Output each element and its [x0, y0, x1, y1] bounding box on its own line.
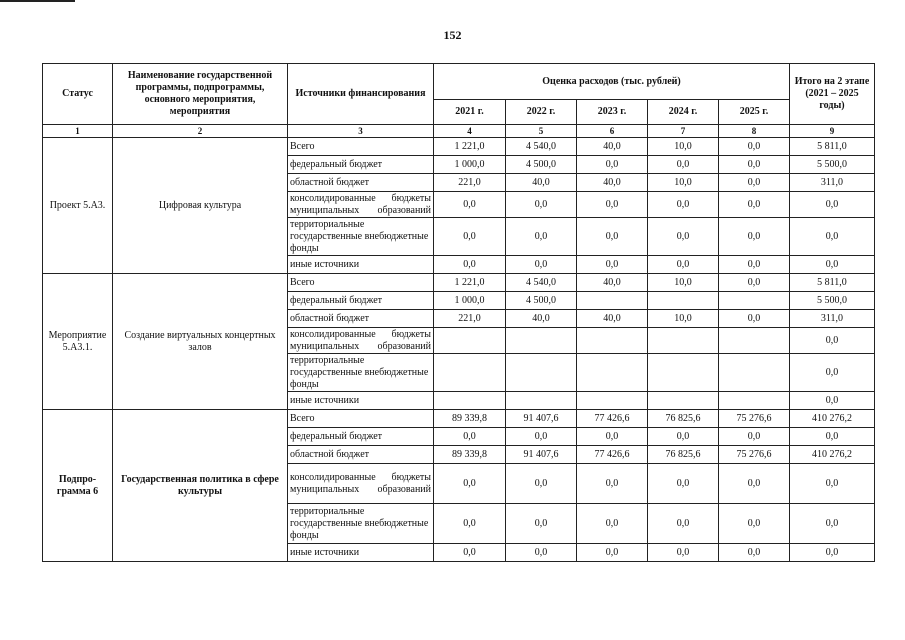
- table-row: [43, 410, 875, 428]
- top-rule: [0, 0, 75, 2]
- year-value: 75 276,6: [719, 446, 790, 464]
- budget-table: [42, 63, 875, 562]
- row-status: Подпро-грамма 6: [43, 410, 113, 562]
- year-value: 40,0: [577, 274, 648, 292]
- year-value: 0,0: [434, 544, 506, 562]
- year-value: 40,0: [577, 138, 648, 156]
- year-value: 0,0: [506, 464, 577, 504]
- year-value: 221,0: [434, 310, 506, 328]
- header-status: Статус: [43, 64, 113, 125]
- funding-source: иные источники: [288, 544, 434, 562]
- year-value: 91 407,6: [506, 446, 577, 464]
- year-value: [648, 392, 719, 410]
- header-year: 2023 г.: [577, 100, 648, 125]
- funding-source: консолидированные бюджеты муниципальных образований: [288, 464, 434, 504]
- year-value: 40,0: [506, 310, 577, 328]
- column-number: 2: [113, 125, 288, 138]
- header-year: 2025 г.: [719, 100, 790, 125]
- year-value: 91 407,6: [506, 410, 577, 428]
- total-value: 410 276,2: [790, 446, 875, 464]
- year-value: 0,0: [577, 464, 648, 504]
- year-value: 0,0: [434, 504, 506, 544]
- year-value: [648, 292, 719, 310]
- year-value: 0,0: [506, 256, 577, 274]
- total-value: 0,0: [790, 354, 875, 392]
- year-value: 0,0: [577, 544, 648, 562]
- year-value: [434, 328, 506, 354]
- column-number: 6: [577, 125, 648, 138]
- page-number: 152: [443, 28, 462, 42]
- year-value: 4 540,0: [506, 138, 577, 156]
- year-value: 0,0: [719, 428, 790, 446]
- year-value: 0,0: [434, 218, 506, 256]
- total-value: 311,0: [790, 310, 875, 328]
- funding-source: территориальные государственные внебюджетные фонды: [288, 504, 434, 544]
- total-value: 5 811,0: [790, 274, 875, 292]
- year-value: 0,0: [577, 428, 648, 446]
- year-value: 0,0: [434, 256, 506, 274]
- funding-source: областной бюджет: [288, 446, 434, 464]
- year-value: 0,0: [577, 156, 648, 174]
- year-value: 0,0: [648, 218, 719, 256]
- year-value: 0,0: [648, 504, 719, 544]
- year-value: [719, 328, 790, 354]
- column-number-row: [43, 125, 875, 138]
- year-value: 0,0: [506, 192, 577, 218]
- year-value: 0,0: [648, 256, 719, 274]
- year-value: 10,0: [648, 310, 719, 328]
- header-name: Наименование государственной программы, подпрограммы, основного мероприятия, мероприятия: [113, 64, 288, 125]
- year-value: 75 276,6: [719, 410, 790, 428]
- year-value: 0,0: [648, 464, 719, 504]
- year-value: 0,0: [434, 192, 506, 218]
- total-value: 0,0: [790, 428, 875, 446]
- year-value: 0,0: [506, 544, 577, 562]
- funding-source: иные источники: [288, 256, 434, 274]
- column-number: 5: [506, 125, 577, 138]
- year-value: 0,0: [434, 428, 506, 446]
- year-value: [648, 354, 719, 392]
- funding-source: Всего: [288, 138, 434, 156]
- header-row-1: [43, 64, 875, 100]
- year-value: 0,0: [719, 274, 790, 292]
- year-value: [577, 328, 648, 354]
- funding-source: территориальные государственные внебюджетные фонды: [288, 354, 434, 392]
- year-value: 10,0: [648, 174, 719, 192]
- year-value: 0,0: [719, 544, 790, 562]
- table-row: [43, 274, 875, 292]
- funding-source: федеральный бюджет: [288, 292, 434, 310]
- table-row: [43, 138, 875, 156]
- row-name: Государственная политика в сфере культуры: [113, 410, 288, 562]
- year-value: 0,0: [719, 138, 790, 156]
- total-value: 0,0: [790, 192, 875, 218]
- year-value: 89 339,8: [434, 410, 506, 428]
- year-value: 0,0: [434, 464, 506, 504]
- year-value: 0,0: [719, 156, 790, 174]
- year-value: [648, 328, 719, 354]
- funding-source: федеральный бюджет: [288, 156, 434, 174]
- total-value: 0,0: [790, 504, 875, 544]
- year-value: 40,0: [577, 174, 648, 192]
- funding-source: областной бюджет: [288, 174, 434, 192]
- header-total: Итого на 2 этапе (2021 – 2025 годы): [790, 64, 875, 125]
- column-number: 1: [43, 125, 113, 138]
- year-value: [434, 392, 506, 410]
- header-estimate: Оценка расходов (тыс. рублей): [434, 64, 790, 100]
- year-value: 1 221,0: [434, 138, 506, 156]
- header-sources: Источники финансирования: [288, 64, 434, 125]
- year-value: 0,0: [648, 544, 719, 562]
- column-number: 8: [719, 125, 790, 138]
- year-value: [577, 392, 648, 410]
- year-value: [719, 292, 790, 310]
- funding-source: консолидированные бюджеты муниципальных образований: [288, 328, 434, 354]
- year-value: 1 221,0: [434, 274, 506, 292]
- year-value: 89 339,8: [434, 446, 506, 464]
- year-value: 77 426,6: [577, 446, 648, 464]
- year-value: 0,0: [719, 464, 790, 504]
- year-value: 0,0: [648, 156, 719, 174]
- year-value: 1 000,0: [434, 156, 506, 174]
- funding-source: областной бюджет: [288, 310, 434, 328]
- column-number: 7: [648, 125, 719, 138]
- year-value: 10,0: [648, 138, 719, 156]
- header-year: 2022 г.: [506, 100, 577, 125]
- total-value: 5 500,0: [790, 156, 875, 174]
- total-value: 0,0: [790, 218, 875, 256]
- year-value: 0,0: [506, 504, 577, 544]
- year-value: 0,0: [506, 428, 577, 446]
- year-value: 0,0: [719, 504, 790, 544]
- row-status: Мероприятие 5.А3.1.: [43, 274, 113, 410]
- year-value: 0,0: [648, 192, 719, 218]
- total-value: 410 276,2: [790, 410, 875, 428]
- row-name: Создание виртуальных концертных залов: [113, 274, 288, 410]
- header-year: 2021 г.: [434, 100, 506, 125]
- funding-source: Всего: [288, 274, 434, 292]
- year-value: [577, 292, 648, 310]
- funding-source: территориальные государственные внебюджетные фонды: [288, 218, 434, 256]
- year-value: 77 426,6: [577, 410, 648, 428]
- year-value: 0,0: [648, 428, 719, 446]
- year-value: 0,0: [506, 218, 577, 256]
- funding-source: федеральный бюджет: [288, 428, 434, 446]
- year-value: 40,0: [577, 310, 648, 328]
- year-value: 0,0: [577, 256, 648, 274]
- year-value: 0,0: [719, 256, 790, 274]
- total-value: 0,0: [790, 256, 875, 274]
- year-value: 0,0: [719, 174, 790, 192]
- year-value: 4 500,0: [506, 292, 577, 310]
- table-body: [43, 138, 875, 562]
- year-value: 40,0: [506, 174, 577, 192]
- year-value: 0,0: [577, 504, 648, 544]
- year-value: [577, 354, 648, 392]
- column-number: 4: [434, 125, 506, 138]
- year-value: 0,0: [719, 218, 790, 256]
- year-value: [719, 354, 790, 392]
- year-value: [719, 392, 790, 410]
- year-value: 4 540,0: [506, 274, 577, 292]
- year-value: 4 500,0: [506, 156, 577, 174]
- year-value: [506, 328, 577, 354]
- row-name: Цифровая культура: [113, 138, 288, 274]
- year-value: 76 825,6: [648, 410, 719, 428]
- total-value: 0,0: [790, 464, 875, 504]
- year-value: 221,0: [434, 174, 506, 192]
- funding-source: консолидированные бюджеты муниципальных образований: [288, 192, 434, 218]
- row-status: Проект 5.А3.: [43, 138, 113, 274]
- column-number: 3: [288, 125, 434, 138]
- total-value: 0,0: [790, 328, 875, 354]
- year-value: [434, 354, 506, 392]
- total-value: 5 811,0: [790, 138, 875, 156]
- year-value: 0,0: [577, 192, 648, 218]
- column-number: 9: [790, 125, 875, 138]
- year-value: 10,0: [648, 274, 719, 292]
- year-value: 1 000,0: [434, 292, 506, 310]
- funding-source: Всего: [288, 410, 434, 428]
- total-value: 0,0: [790, 544, 875, 562]
- year-value: 76 825,6: [648, 446, 719, 464]
- total-value: 5 500,0: [790, 292, 875, 310]
- total-value: 0,0: [790, 392, 875, 410]
- total-value: 311,0: [790, 174, 875, 192]
- header-year: 2024 г.: [648, 100, 719, 125]
- funding-source: иные источники: [288, 392, 434, 410]
- year-value: [506, 392, 577, 410]
- year-value: 0,0: [577, 218, 648, 256]
- year-value: 0,0: [719, 192, 790, 218]
- year-value: [506, 354, 577, 392]
- year-value: 0,0: [719, 310, 790, 328]
